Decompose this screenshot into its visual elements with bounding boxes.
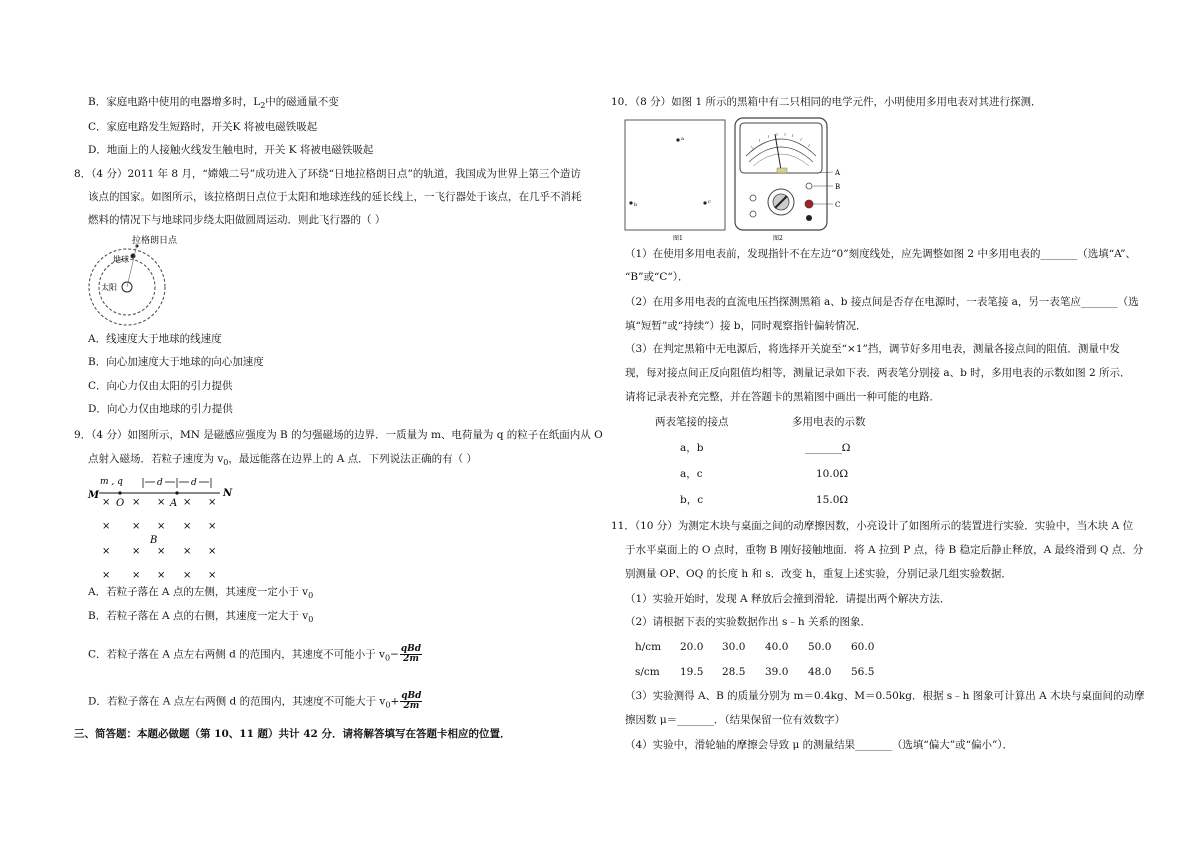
point-b: b xyxy=(634,202,638,208)
field-b-label: B xyxy=(150,535,158,546)
q8-option-d: D．向心力仅由地球的引力提供 xyxy=(88,403,233,415)
q11-part2: （2）请根据下表的实验数据作出 s﹣h 关系的图象． xyxy=(625,616,872,628)
q10-stem: 10．（8 分）如图 1 所示的黑箱中有二只相同的电学元件，小明使用多用电表对其进行探测． xyxy=(611,96,1042,108)
multimeter-part-c: C xyxy=(835,201,841,209)
svg-text:×: × xyxy=(208,497,217,508)
multimeter-part-a: A xyxy=(835,169,841,177)
q8-stem-line3: 燃料的情况下与地球同步绕太阳做圆周运动．则此飞行器的（ ） xyxy=(88,214,386,226)
lagrange-point-label: 拉格朗日点 xyxy=(132,236,178,246)
table-row-bc-points: b，c xyxy=(680,494,704,506)
q10-part3-line2: 现，每对接点间正反向阻值均相等，测量记录如下表．两表笔分别接 a、b 时，多用电表的示数如图 2 所示． xyxy=(625,367,1131,379)
h-value: 20.0 xyxy=(680,641,704,653)
svg-text:×: × xyxy=(132,521,141,532)
field-crosses xyxy=(102,497,216,581)
q8-option-a: A．线速度大于地球的线速度 xyxy=(88,333,222,345)
q11-part4: （4）实验中，滑轮轴的摩擦会导致 μ 的测量结果_______（选填“偏大”或“偏小”）． xyxy=(625,739,1014,751)
particle-mq-label: m , q xyxy=(100,477,123,487)
svg-text:×: × xyxy=(183,521,192,532)
boundary-m-label: M xyxy=(88,490,100,501)
s-value: 39.0 xyxy=(765,666,789,678)
q8-stem-line1: 8．（4 分）2011 年 8 月，“嫦娥二号”成功进入了环绕“日地拉格朗日点”的轨道，我国成为世界上第三个造访 xyxy=(74,168,581,180)
q8-option-c: C．向心力仅由太阳的引力提供 xyxy=(88,380,233,392)
distance-d-label-1: d xyxy=(157,478,163,488)
svg-text:×: × xyxy=(157,570,166,581)
svg-text:×: × xyxy=(208,570,217,581)
svg-text:×: × xyxy=(183,570,192,581)
svg-text:×: × xyxy=(208,521,217,532)
svg-text:×: × xyxy=(132,546,141,557)
svg-text:×: × xyxy=(102,521,111,532)
s-label: s/cm xyxy=(635,666,660,678)
q10-part1-line2: “B”或“C“）． xyxy=(625,271,689,283)
table-row-ac-points: a，c xyxy=(680,468,703,480)
point-a: a xyxy=(681,136,684,142)
q11-stem-line3: 别测量 OP、OQ 的长度 h 和 s．改变 h，重复上述实验，分别记录几组实验数据． xyxy=(625,568,1012,580)
q9-option-a: A．若粒子落在 A 点的左侧，其速度一定小于 $v_0$ xyxy=(88,586,314,601)
svg-text:×: × xyxy=(102,546,111,557)
h-value: 60.0 xyxy=(851,641,875,653)
q11-stem-line2: 于水平桌面上的 O 点时，重物 B 刚好接触地面．将 A 拉到 P 点，待 B 稳定后静止释放，A 最终滑到 Q 点．分 xyxy=(625,544,1144,556)
figure-2-caption: 图2 xyxy=(773,235,783,242)
q9-option-d: D．若粒子落在 A 点左右两侧 d 的范围内，其速度不可能大于 $v_0+$ $\frac{\text{qBd}}{2m}$ xyxy=(88,691,422,711)
distance-d-label-2: d xyxy=(191,478,197,488)
svg-text:×: × xyxy=(183,497,192,508)
h-value: 30.0 xyxy=(722,641,746,653)
q10-part3-line1: （3）在判定黑箱中无电源后，将选择开关旋至“×1”挡，调节好多用电表，测量各接点间的阻值．测量中发 xyxy=(625,343,1120,355)
s-value: 19.5 xyxy=(680,666,704,678)
svg-text:×: × xyxy=(102,497,111,508)
s-value: 56.5 xyxy=(851,666,875,678)
q9-option-b: B．若粒子落在 A 点的右侧，其速度一定大于 $v_0$ xyxy=(88,610,314,625)
black-box-figure xyxy=(623,118,728,243)
q9-stem-line2: 点射入磁场．若粒子速度为 $v_0$，最远能落在边界上的 A 点．下列说法正确的有（ ） xyxy=(88,453,477,468)
q11-part3-line2: 擦因数 μ＝_______．（结果保留一位有效数字） xyxy=(625,714,846,726)
svg-text:×: × xyxy=(132,497,141,508)
q10-part2-line2: 填“短暂”或“持续”）接 b，同时观察指针偏转情况． xyxy=(625,320,867,332)
q8-stem-line2: 该点的国家。如图所示，该拉格朗日点位于太阳和地球连线的延长线上，一飞行器处于该点，在几乎不消耗 xyxy=(88,191,582,203)
q11-part3-line1: （3）实验测得 A、B 的质量分别为 m＝0.4kg、M＝0.50kg．根据 s﹣h 图象可计算出 A 木块与桌面间的动摩 xyxy=(625,690,1145,702)
h-value: 40.0 xyxy=(765,641,789,653)
q8-option-b: B．向心加速度大于地球的向心加速度 xyxy=(88,356,264,368)
q10-part1-line1: （1）在使用多用电表前，发现指针不在左边“0”刻度线处，应先调整如图 2 中多用电表的_______（选填“A”、 xyxy=(625,248,1136,260)
svg-text:×: × xyxy=(208,546,217,557)
fraction-qbd-2m: $\frac{\text{qBd}}{2m}$ xyxy=(401,691,422,711)
figure-1-caption: 图1 xyxy=(673,235,683,242)
q7-option-b: B．家庭电路中使用的电器增多时，$L_2$中的磁通量不变 xyxy=(88,96,339,111)
table-row-ab-points: a，b xyxy=(680,442,704,454)
s-value: 48.0 xyxy=(808,666,832,678)
svg-text:×: × xyxy=(102,570,111,581)
point-a-label: A xyxy=(170,498,178,509)
svg-text:×: × xyxy=(132,570,141,581)
fraction-qbd-2m: $\frac{\text{qBd}}{2m}$ xyxy=(400,644,422,664)
h-label: h/cm xyxy=(635,641,662,653)
svg-text:×: × xyxy=(183,546,192,557)
s-value: 28.5 xyxy=(722,666,746,678)
table-header-probe-points: 两表笔接的接点 xyxy=(655,416,729,428)
sun-label: 太阳 xyxy=(101,283,117,292)
q7-option-d: D．地面上的人接触火线发生触电时，开关 K 将被电磁铁吸起 xyxy=(88,144,374,156)
q11-part1: （1）实验开始时，发现 A 释放后会撞到滑轮．请提出两个解决方法． xyxy=(625,593,951,605)
magnetic-field-figure xyxy=(85,470,235,582)
point-c: c xyxy=(708,199,711,205)
lagrange-orbit-figure xyxy=(85,232,178,327)
svg-text:×: × xyxy=(157,546,166,557)
table-row-ab-reading: _______Ω xyxy=(805,442,851,454)
section-three-heading: 三、简答题：本题必做题（第 10、11 题）共计 42 分．请将解答填写在答题卡相应的位置． xyxy=(74,728,511,740)
table-row-bc-reading: 15.0Ω xyxy=(816,494,849,506)
point-o-label: O xyxy=(116,498,125,509)
q7-option-c: C．家庭电路发生短路时，开关K 将被电磁铁吸起 xyxy=(88,121,318,133)
multimeter-figure xyxy=(733,116,845,244)
earth-label: 地球 xyxy=(113,255,129,264)
svg-text:×: × xyxy=(157,521,166,532)
boundary-n-label: N xyxy=(223,488,233,499)
q9-option-c: C．若粒子落在 A 点左右两侧 d 的范围内，其速度不可能小于 $v_0-$ $\frac{\text{qBd}}{2m}$ xyxy=(88,644,422,664)
svg-text:×: × xyxy=(157,497,166,508)
q10-part3-line3: 请将记录表补充完整，并在答题卡的黑箱图中画出一种可能的电路． xyxy=(625,391,940,403)
table-row-ac-reading: 10.0Ω xyxy=(816,468,849,480)
q10-part2-line1: （2）在用多用电表的直流电压挡探测黑箱 a、b 接点间是否存在电源时，一表笔接 a，另一表笔应_______（选 xyxy=(625,296,1139,308)
h-value: 50.0 xyxy=(808,641,832,653)
q11-stem-line1: 11．（10 分）为测定木块与桌面之间的动摩擦因数，小亮设计了如图所示的装置进行实验．实验中，当木块 A 位 xyxy=(611,520,1134,532)
table-header-reading: 多用电表的示数 xyxy=(792,416,866,428)
multimeter-part-b: B xyxy=(835,183,841,191)
q9-stem-line1: 9．（4 分）如图所示，MN 是磁感应强度为 B 的匀强磁场的边界．一质量为 m、电荷量为 q 的粒子在纸面内从 O xyxy=(74,429,603,441)
